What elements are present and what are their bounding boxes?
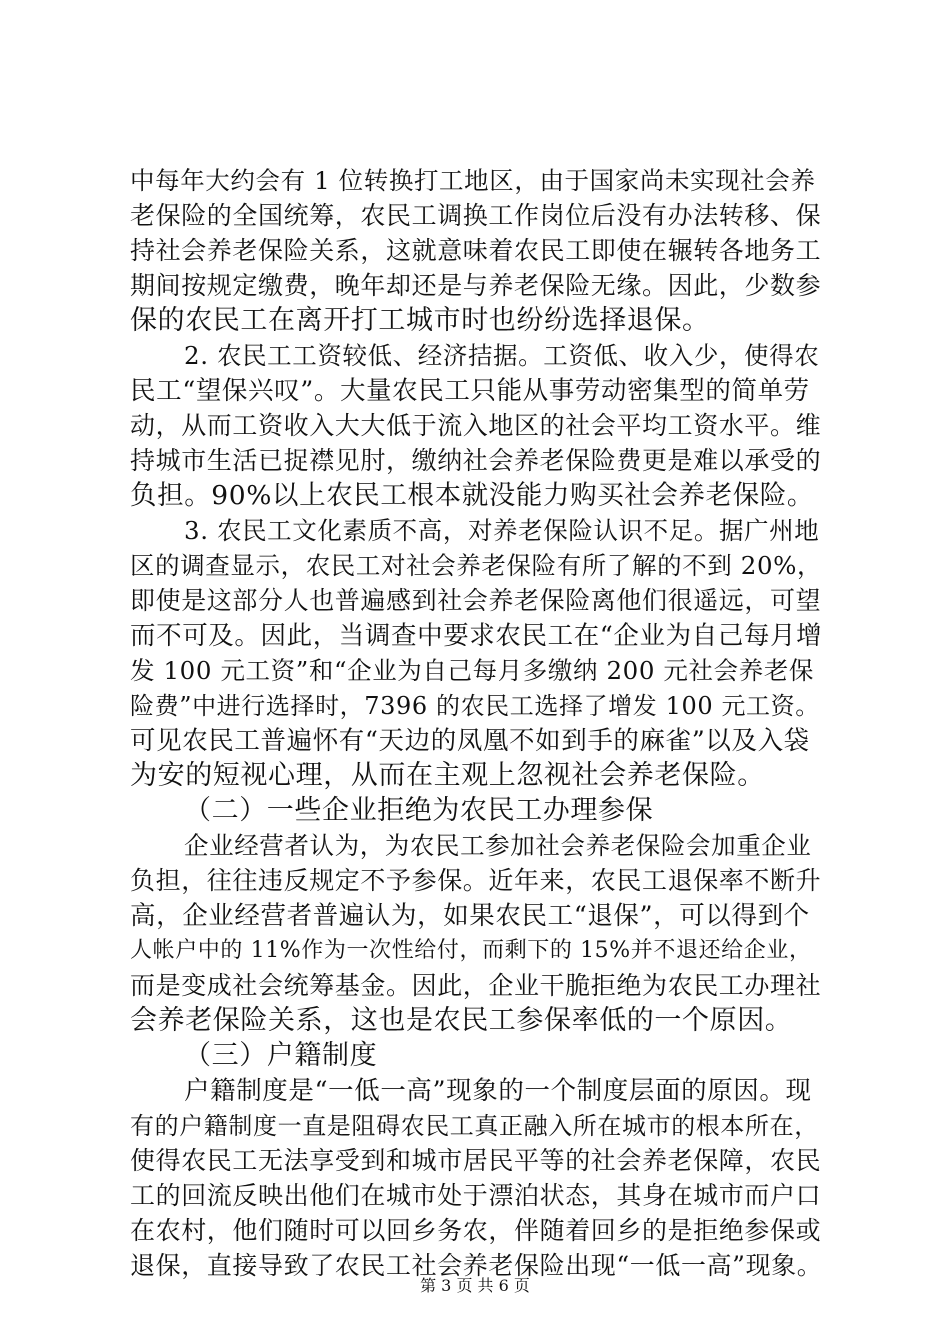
- paragraph-start: 企业经营者认为，为农民工参加社会养老保险会加重企业: [184, 831, 812, 860]
- text-line: 而是变成社会统筹基金。因此，企业干脆拒绝为农民工办理社: [130, 971, 822, 1000]
- text-line: 会养老保险关系，这也是农民工参保率低的一个原因。: [130, 1005, 793, 1036]
- text-line: 发 100 元工资”和“企业为自己每月多缴纳 200 元社会养老保: [130, 656, 815, 685]
- text-line: 在农村，他们随时可以回乡务农，伴随着回乡的是拒绝参保或: [130, 1216, 822, 1245]
- text-line: 人帐户中的 11%作为一次性给付，而剩下的 15%并不退还给企业，: [130, 938, 812, 963]
- text-line: 期间按规定缴费，晚年却还是与养老保险无缘。因此，少数参: [130, 271, 822, 300]
- text-line: 老保险的全国统筹，农民工调换工作岗位后没有办法转移、保: [130, 201, 822, 230]
- text-line: 使得农民工无法享受到和城市居民平等的社会养老保障，农民: [130, 1146, 822, 1175]
- text-line: 为安的短视心理，从而在主观上忽视社会养老保险。: [130, 760, 765, 791]
- text-line: 工的回流反映出他们在城市处于漂泊状态，其身在城市而户口: [130, 1181, 822, 1210]
- text-line: 负担。90%以上农民工根本就没能力购买社会养老保险。: [130, 480, 814, 511]
- text-line: 区的调查显示，农民工对社会养老保险有所了解的不到 20%，: [130, 551, 823, 580]
- section-heading: （三）户籍制度: [184, 1040, 378, 1071]
- page-footer: 第 3 页 共 6 页: [420, 1276, 530, 1295]
- text-line: 险费”中进行选择时，7396 的农民工选择了增发 100 元工资。: [130, 692, 820, 720]
- paragraph-start: 户籍制度是“一低一高”现象的一个制度层面的原因。现: [184, 1076, 812, 1106]
- text-line: 持社会养老保险关系，这就意味着农民工即使在辗转各地务工: [130, 236, 822, 265]
- paragraph-start: 3. 农民工文化素质不高，对养老保险认识不足。据广州地: [184, 516, 820, 545]
- text-line: 保的农民工在离开打工城市时也纷纷选择退保。: [130, 305, 710, 336]
- text-line: 持城市生活已捉襟见肘，缴纳社会养老保险费更是难以承受的: [130, 446, 822, 475]
- text-line: 即使是这部分人也普遍感到社会养老保险离他们很遥远，可望: [130, 586, 822, 615]
- section-heading: （二）一些企业拒绝为农民工办理参保: [184, 795, 654, 826]
- text-line: 负担，往往违反规定不予参保。近年来，农民工退保率不断升: [130, 866, 822, 895]
- text-line: 而不可及。因此，当调查中要求农民工在“企业为自己每月增: [130, 621, 823, 651]
- text-line: 有的户籍制度一直是阻碍农民工真正融入所在城市的根本所在，: [130, 1112, 819, 1140]
- text-line: 中每年大约会有 1 位转换打工地区，由于国家尚未实现社会养: [130, 166, 816, 195]
- text-line: 退保，直接导致了农民工社会养老保险出现“一低一高”现象。: [130, 1251, 823, 1280]
- text-line: 可见农民工普遍怀有“天边的凤凰不如到手的麻雀”以及入袋: [130, 726, 810, 756]
- text-line: 高，企业经营者普遍认为，如果农民工“退保”，可以得到个: [130, 901, 810, 931]
- text-line: 民工“望保兴叹”。大量农民工只能从事劳动密集型的简单劳: [130, 376, 810, 406]
- paragraph-start: 2. 农民工工资较低、经济拮据。工资低、收入少，使得农: [184, 341, 820, 370]
- text-line: 动，从而工资收入大大低于流入地区的社会平均工资水平。维: [130, 411, 822, 440]
